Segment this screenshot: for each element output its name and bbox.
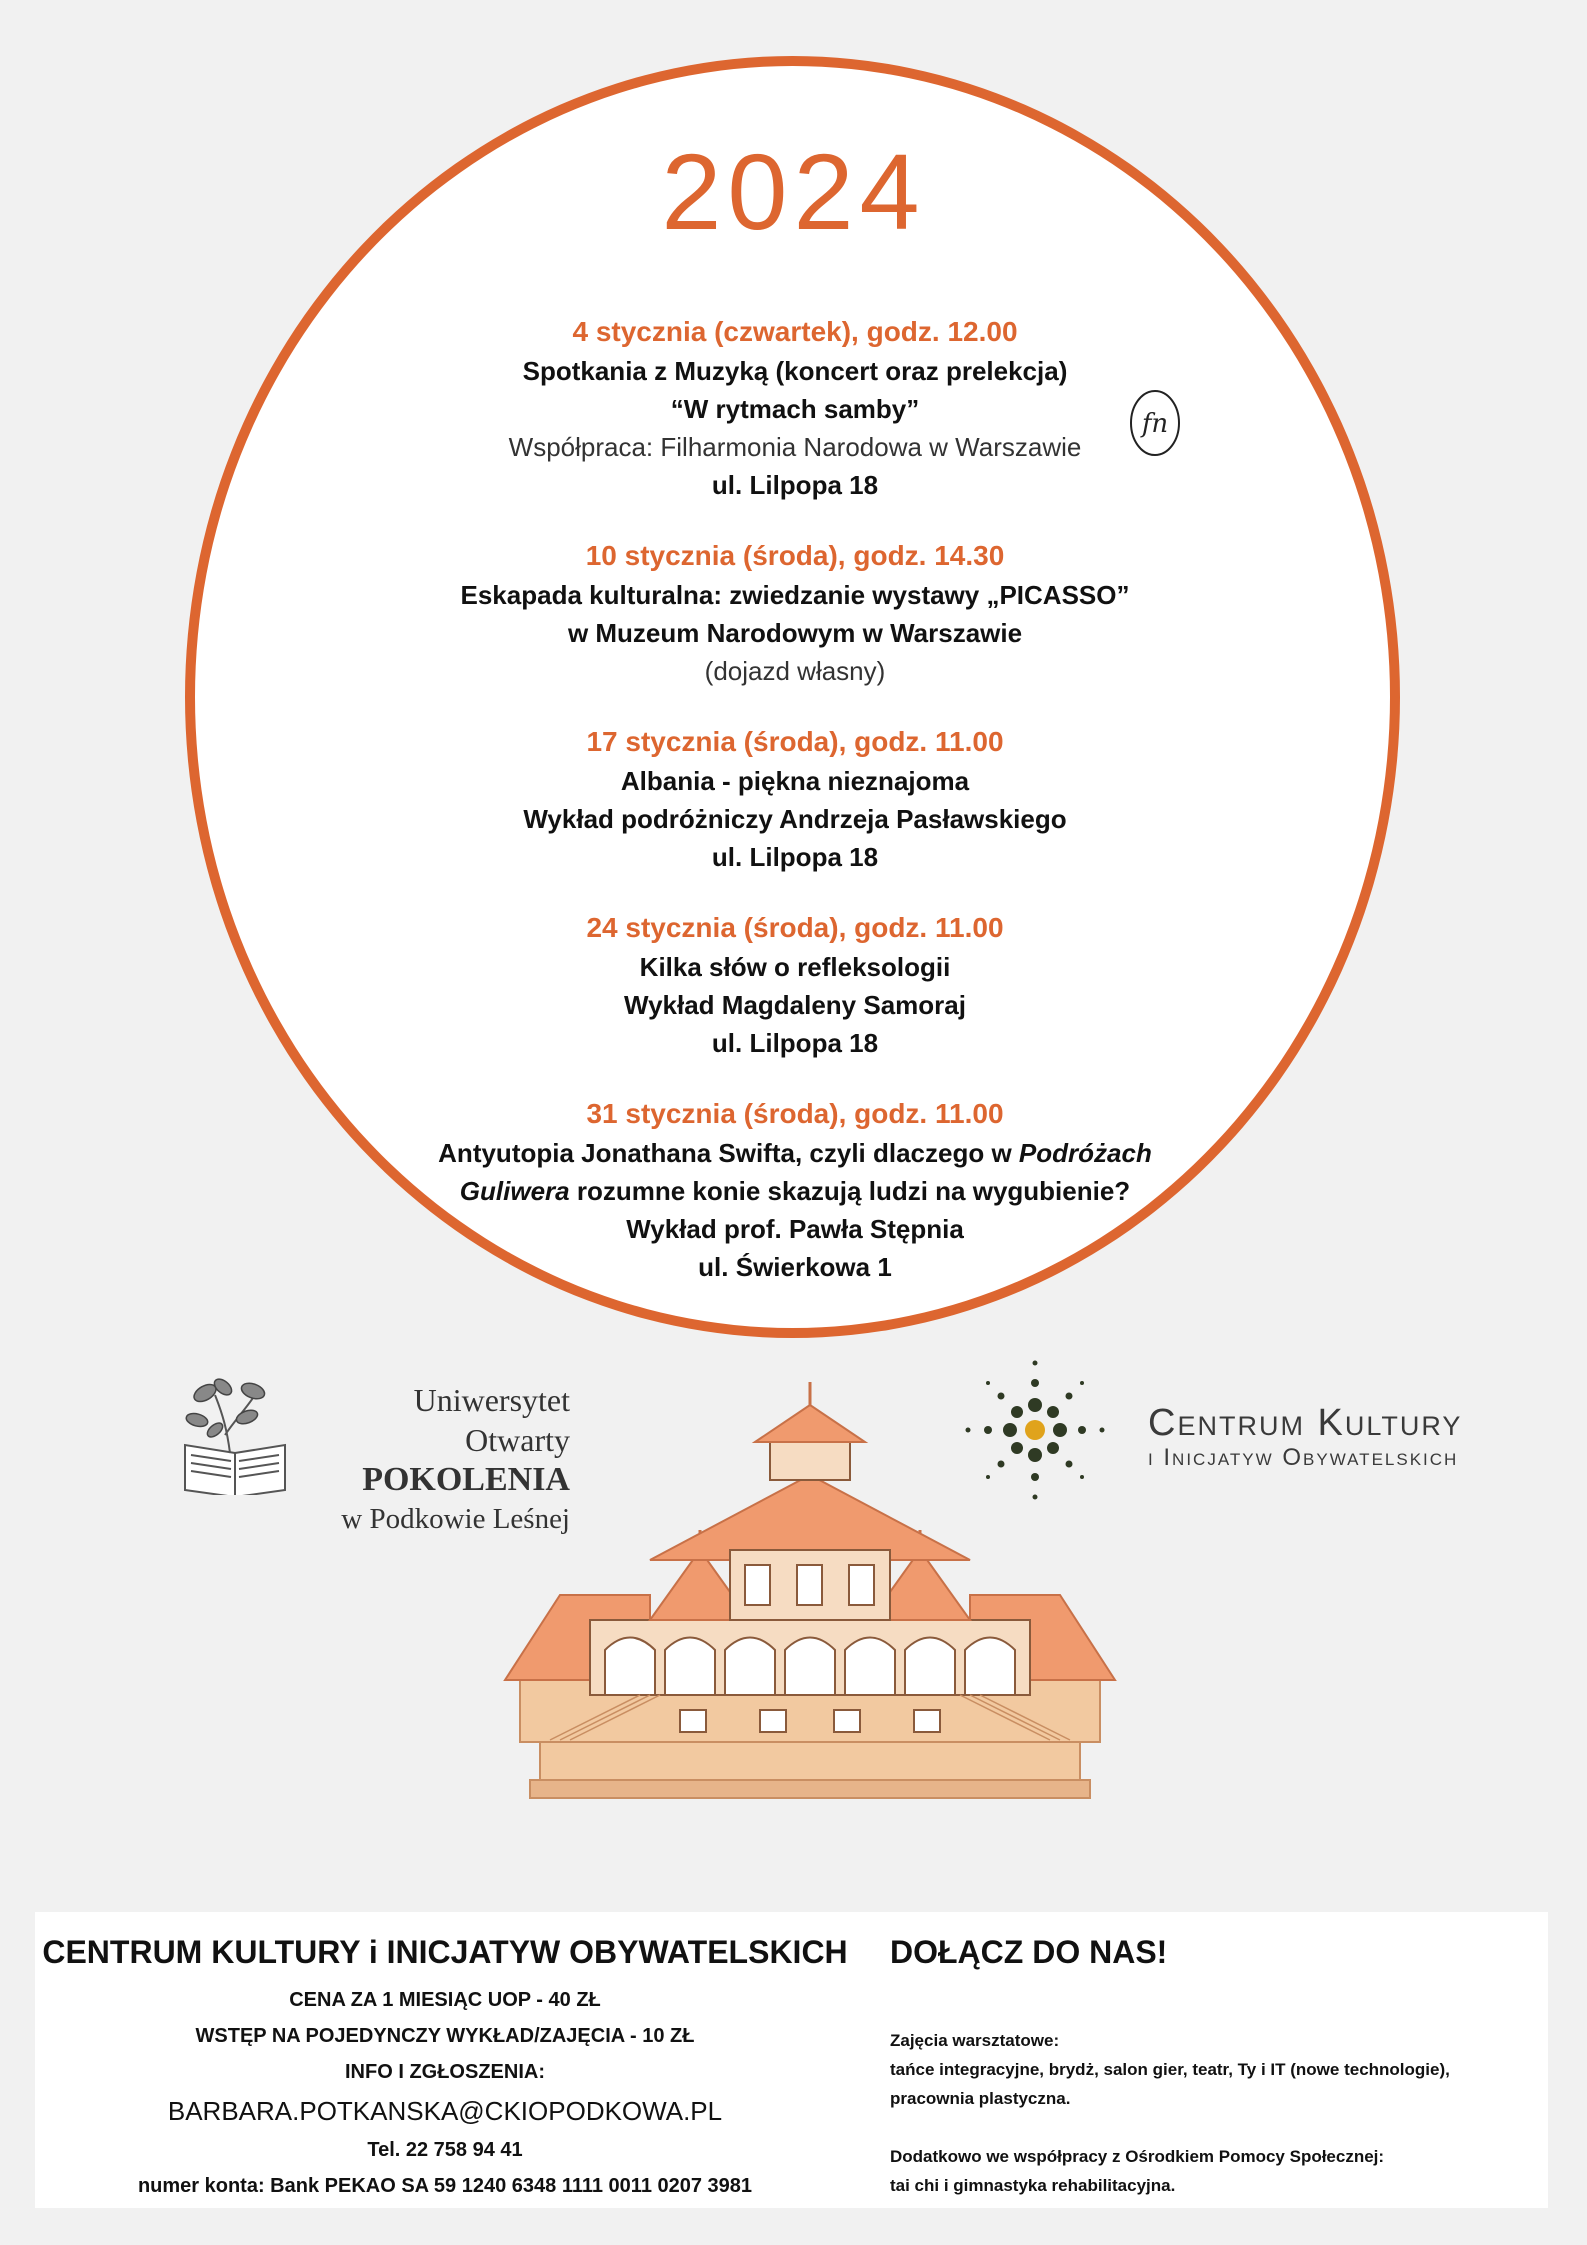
fn-logo-text: fn <box>1141 409 1169 439</box>
footer-price: CENA ZA 1 MIESIĄC UOP - 40 ZŁ <box>289 1989 601 2011</box>
event-line: Eskapada kulturalna: zwiedzanie wystawy „PICASSO” <box>460 580 1130 610</box>
event-location: ul. Świerkowa 1 <box>698 1252 892 1282</box>
event-line: “W rytmach samby” <box>670 394 920 424</box>
join-us-title: DOŁĄCZ DO NAS! <box>890 1934 1168 1970</box>
building-illustration <box>500 1380 1120 1810</box>
footer-email[interactable]: BARBARA.POTKANSKA@CKIOPODKOWA.PL <box>167 2096 723 2126</box>
book-title: Guliwera <box>459 1176 570 1206</box>
event-date: 4 stycznia (czwartek), godz. 12.00 <box>572 316 1018 347</box>
extra-label: Dodatkowo we współpracy z Ośrodkiem Pomocy Społecznej: <box>890 2147 1385 2166</box>
uop-line-2: POKOLENIA <box>362 1461 570 1498</box>
event-item <box>340 722 1250 876</box>
event-item <box>340 1094 1250 1286</box>
event-location: ul. Lilpopa 18 <box>711 842 879 872</box>
event-date: 10 stycznia (środa), godz. 14.30 <box>585 540 1005 571</box>
event-line: Wykład Magdaleny Samoraj <box>624 990 966 1020</box>
event-location: ul. Lilpopa 18 <box>711 1028 879 1058</box>
event-line: Spotkania z Muzyką (koncert oraz prelekcja) <box>522 356 1068 386</box>
event-date: 17 stycznia (środa), godz. 11.00 <box>586 726 1004 757</box>
footer-bank-account: numer konta: Bank PEKAO SA 59 1240 6348 1111 0011 0207 3981 <box>137 2175 753 2197</box>
uop-line-3: w Podkowie Leśnej <box>341 1503 570 1535</box>
events-list <box>340 312 1250 1318</box>
ck-line-1: Centrum Kultury <box>1148 1402 1463 1444</box>
event-line <box>340 1172 1250 1210</box>
event-item <box>340 536 1250 690</box>
event-text: rozumne konie skazują ludzi na wygubienie? <box>569 1176 1131 1206</box>
event-line: Albania - piękna nieznajoma <box>620 766 970 796</box>
footer-org-title: CENTRUM KULTURY i INICJATYW OBYWATELSKICH <box>42 1934 848 1970</box>
ck-line-2: i Inicjatyw Obywatelskich <box>1148 1444 1459 1471</box>
extra-list: tai chi i gimnastyka rehabilitacyjna. <box>890 2176 1176 2195</box>
book-title: Podróżach <box>1018 1138 1152 1168</box>
event-item <box>340 312 1250 504</box>
footer-info-label: INFO I ZGŁOSZENIA: <box>345 2061 545 2083</box>
uop-line-1: Uniwersytet Otwarty <box>413 1382 570 1458</box>
filharmonia-narodowa-logo <box>1128 388 1182 458</box>
footer-left <box>35 1930 855 2204</box>
event-line: Wykład podróżniczy Andrzeja Pasławskiego <box>523 804 1067 834</box>
footer-right <box>890 1930 1530 2200</box>
event-line: Wykład prof. Pawła Stępnia <box>626 1214 964 1244</box>
workshops-list: pracownia plastyczna. <box>890 2089 1071 2108</box>
ck-logo-text <box>1148 1403 1462 1473</box>
event-line: Współpraca: Filharmonia Narodowa w Warszawie <box>508 432 1082 462</box>
year-heading: 2024 <box>661 131 926 252</box>
event-item <box>340 908 1250 1062</box>
event-location: ul. Lilpopa 18 <box>711 470 879 500</box>
event-line <box>340 1134 1250 1172</box>
footer-info-box <box>35 1912 1548 2208</box>
event-date: 31 stycznia (środa), godz. 11.00 <box>586 1098 1004 1129</box>
workshops-list: tańce integracyjne, brydż, salon gier, teatr, Ty i IT (nowe technologie), <box>890 2060 1450 2079</box>
event-date: 24 stycznia (środa), godz. 11.00 <box>586 912 1004 943</box>
event-line: Kilka słów o refleksologii <box>639 952 951 982</box>
footer-entry-price: WSTĘP NA POJEDYNCZY WYKŁAD/ZAJĘCIA - 10 ZŁ <box>195 2025 695 2047</box>
footer-phone: Tel. 22 758 94 41 <box>367 2139 523 2161</box>
event-line: w Muzeum Narodowym w Warszawie <box>567 618 1023 648</box>
event-line: (dojazd własny) <box>704 656 886 686</box>
event-text: Antyutopia Jonathana Swifta, czyli dlaczego w <box>438 1138 1019 1168</box>
workshops-label: Zajęcia warsztatowe: <box>890 2031 1060 2050</box>
